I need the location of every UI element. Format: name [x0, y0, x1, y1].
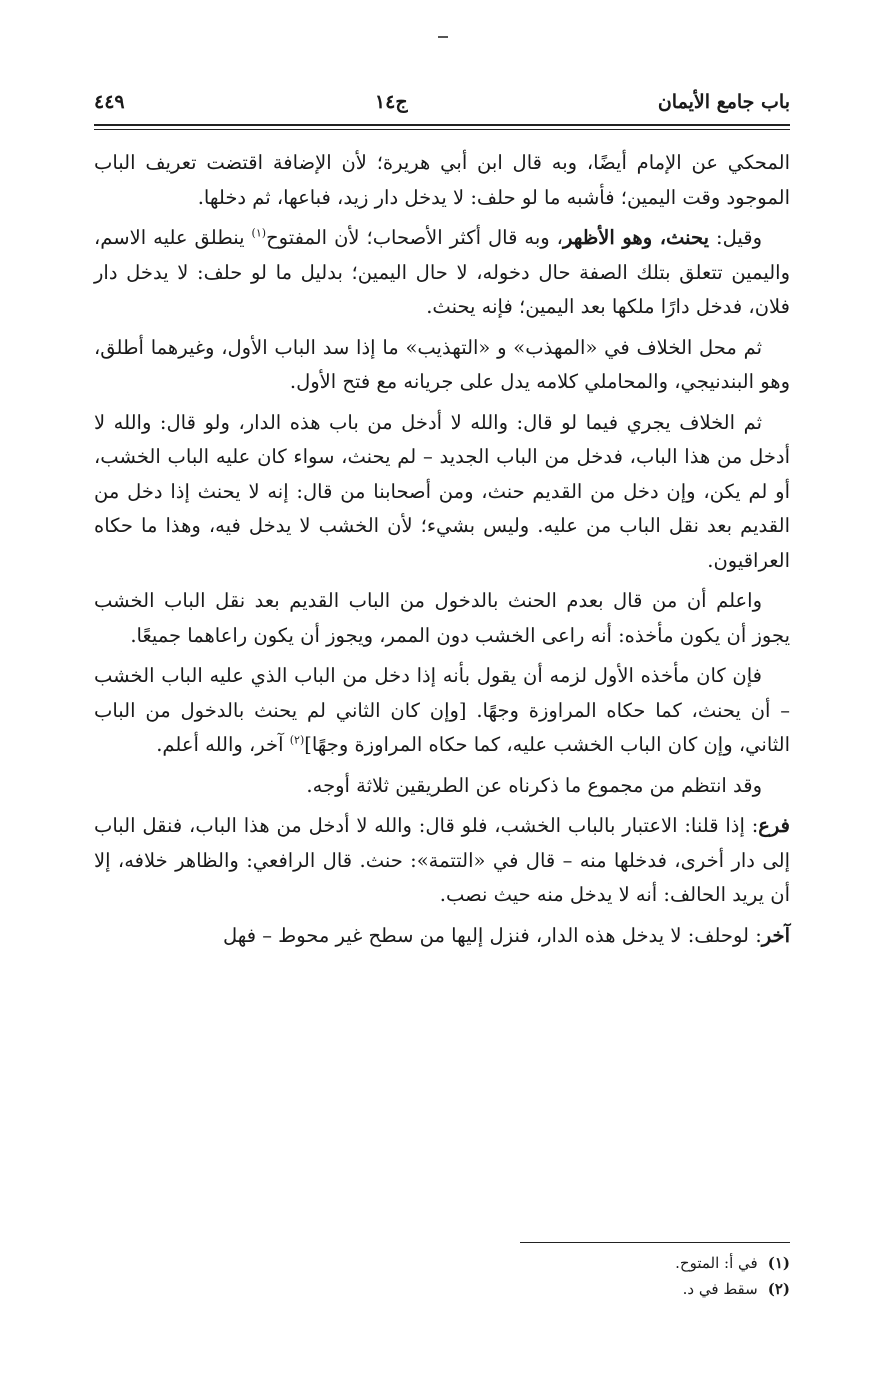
footnotes	[400, 1250, 790, 1302]
paragraph	[94, 221, 790, 325]
paragraph	[94, 769, 790, 804]
paragraph	[94, 659, 790, 763]
section-label: فرع	[758, 814, 790, 837]
paragraph	[94, 809, 790, 913]
footnote-text: في أ: المتوح.	[675, 1254, 758, 1272]
section-label: آخر	[761, 923, 790, 947]
paragraph	[94, 331, 790, 400]
header-rule-thin	[94, 129, 790, 130]
paragraph	[94, 406, 790, 579]
footnote	[400, 1250, 790, 1276]
paragraph	[94, 919, 790, 954]
footnote	[400, 1276, 790, 1302]
header-rule	[94, 124, 790, 126]
volume-label: ج١٤	[374, 91, 408, 113]
emphasis-text: يحنث، وهو الأظهر	[562, 226, 710, 249]
paragraph-text: ، وبه قال أكثر الأصحاب؛ لأن المفتوح	[266, 226, 563, 249]
paragraph-text: ثم الخلاف يجري فيما لو قال: والله لا أدخل من باب هذه الدار، ولو قال: والله لا أدخل من هذا الباب، فدخل من الباب الجديد – لم يحنث، سواء كان عليه الباب الخشب، أو لم يكن، وإن دخل من القديم حنث، ومن أصحابنا من قال: إنه لا يحنث إذا دخل من القديم بعد نقل الباب من عليه. وليس بشيء؛ لأن الخشب لا يدخل فيه، وهذا ما حكاه العراقيون.	[94, 410, 790, 572]
paragraph-lead: وقيل:	[709, 226, 762, 249]
footnote-text: سقط في د.	[682, 1280, 758, 1298]
paragraph-text: فإن كان مأخذه الأول لزمه أن يقول بأنه إذا دخل من الباب الذي عليه الباب الخشب – أن يحنث، كما حكاه المراوزة وجهًا. [وإن كان الثاني لم يحنث بالدخول من الباب الثاني، وإن كان الباب الخشب عليه، كما حكاه المراوزة وجهًا]	[94, 664, 790, 756]
paragraph-text: : إذا قلنا: الاعتبار بالباب الخشب، فلو قال: والله لا أدخل من هذا الباب، فنقل الباب إلى دار أخرى، فدخلها منه – قال في «التتمة»: حنث. قال الرافعي: والظاهر خلافه، إلا أن يريد الحالف: أنه لا يدخل منه حيث نصب.	[94, 814, 790, 906]
paragraph-text: واعلم أن من قال بعدم الحنث بالدخول من الباب القديم بعد نقل الباب الخشب يجوز أن يكون مأخذه: أنه راعى الخشب دون الممر، ويجوز أن يكون راعاهما جميعًا.	[94, 589, 790, 647]
footnote-number: (٢)	[767, 1280, 790, 1298]
running-header	[94, 82, 790, 122]
main-text	[94, 146, 790, 959]
paragraph-text: وقد انتظم من مجموع ما ذكرناه عن الطريقين ثلاثة أوجه.	[306, 773, 762, 797]
paragraph-text: المحكي عن الإمام أيضًا، وبه قال ابن أبي هريرة؛ لأن الإضافة اقتضت تعريف الباب الموجود وقت اليمين؛ فأشبه ما لو حلف: لا يدخل دار زيد، فباعها، ثم دخلها.	[94, 151, 790, 209]
paragraph-text: آخر، والله أعلم.	[156, 733, 290, 756]
paragraph	[94, 146, 790, 215]
chapter-title: باب جامع الأيمان	[657, 91, 790, 113]
paragraph-text: ينطلق عليه الاسم، واليمين تتعلق بتلك الصفة حال دخوله، لا حال اليمين؛ بدليل ما لو حلف: لا يدخل دار فلان، فدخل دارًا ملكها بعد اليمين؛ فإنه يحنث.	[94, 226, 790, 318]
paragraph-text: : لوحلف: لا يدخل هذه الدار، فنزل إليها من سطح غير محوط – فهل	[222, 923, 762, 947]
paragraph-text: ثم محل الخلاف في «المهذب» و «التهذيب» ما إذا سد الباب الأول، وغيرهما أطلق، وهو البندنيجي، والمحاملي كلامه يدل على جريانه مع فتح الأول.	[94, 335, 790, 393]
footnote-number: (١)	[767, 1254, 790, 1272]
footnote-rule	[520, 1242, 790, 1243]
top-mark	[438, 36, 448, 38]
footnote-ref[interactable]: (٢)	[289, 733, 305, 747]
paragraph	[94, 584, 790, 653]
page-number: ٤٤٩	[94, 91, 125, 113]
footnote-ref[interactable]: (١)	[251, 226, 267, 240]
